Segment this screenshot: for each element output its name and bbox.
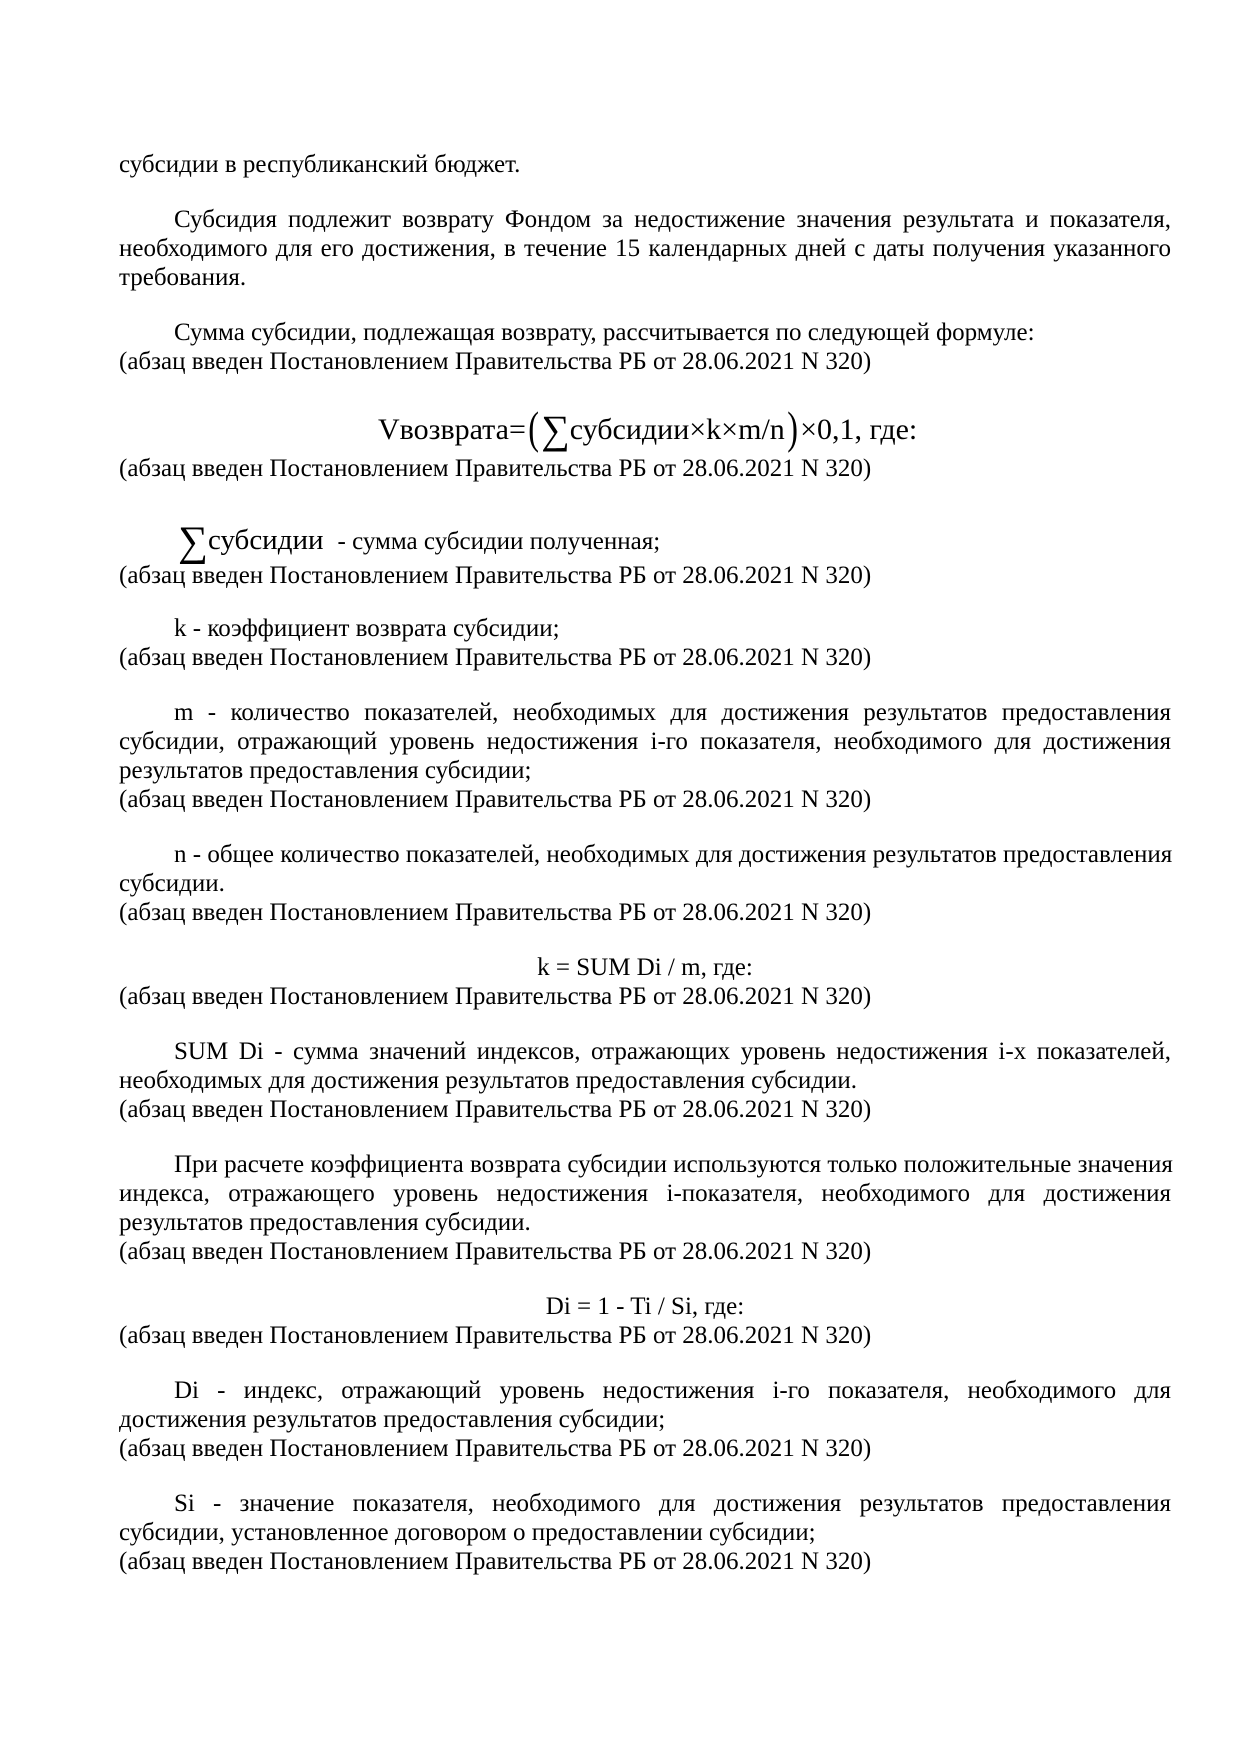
para1-line1: субсидии в республиканский бюджет. — [119, 151, 521, 178]
amendment-note-2: (абзац введен Постановлением Правительства РБ от 28.06.2021 N 320) — [119, 455, 872, 482]
amendment-note-9: (абзац введен Постановлением Правительства РБ от 28.06.2021 N 320) — [119, 1238, 872, 1265]
para-calc-line1: При расчете коэффициента возврата субсидии используются только положительные значения — [174, 1151, 1173, 1178]
def-m-line1: m - количество показателей, необходимых для достижения результатов предоставления — [174, 699, 1171, 726]
para2-line3: требования. — [119, 264, 247, 291]
formula-k: k = SUM Di / m, где: — [537, 954, 753, 981]
para-calc-line3: результатов предоставления субсидии. — [119, 1209, 531, 1236]
amendment-note-5: (абзац введен Постановлением Правительства РБ от 28.06.2021 N 320) — [119, 786, 872, 813]
formula1-close-paren: ) — [787, 402, 798, 453]
amendment-note-7: (абзац введен Постановлением Правительства РБ от 28.06.2021 N 320) — [119, 983, 872, 1010]
def-m-line2: субсидии, отражающий уровень недостижения i-го показателя, необходимого для достижения — [119, 728, 1171, 755]
formula1-rhs: ×0,1, где: — [800, 413, 918, 446]
amendment-note-8: (абзац введен Постановлением Правительства РБ от 28.06.2021 N 320) — [119, 1096, 872, 1123]
amendment-note-11: (абзац введен Постановлением Правительства РБ от 28.06.2021 N 320) — [119, 1435, 872, 1462]
para3-line1: Сумма субсидии, подлежащая возврату, рассчитывается по следующей формуле: — [174, 319, 1035, 346]
def-n-line1: n - общее количество показателей, необходимых для достижения результатов предоставления — [174, 841, 1173, 868]
def-di-line2: достижения результатов предоставления субсидии; — [119, 1406, 666, 1433]
para2-line1: Субсидия подлежит возврату Фондом за недостижение значения результата и показателя, — [174, 206, 1171, 233]
def-m-line3: результатов предоставления субсидии; — [119, 757, 532, 784]
def-sum-subsidy — [178, 518, 661, 565]
def-sumdi-line2: необходимых для достижения результатов предоставления субсидии. — [119, 1067, 858, 1094]
amendment-note-6: (абзац введен Постановлением Правительства РБ от 28.06.2021 N 320) — [119, 899, 872, 926]
para-calc-line2: индекса, отражающего уровень недостижения i-показателя, необходимого для достижения — [119, 1180, 1171, 1207]
amendment-note-3: (абзац введен Постановлением Правительства РБ от 28.06.2021 N 320) — [119, 562, 872, 589]
def-di-line1: Di - индекс, отражающий уровень недостижения i-го показателя, необходимого для — [174, 1377, 1171, 1404]
def-sum-rest: - сумма субсидии полученная; — [337, 528, 661, 555]
amendment-note-10: (абзац введен Постановлением Правительства РБ от 28.06.2021 N 320) — [119, 1322, 872, 1349]
def-sum-word: субсидии — [207, 524, 324, 556]
formula1-sigma: ∑ — [541, 407, 570, 452]
def-n-line2: субсидии. — [119, 870, 225, 897]
def-si-line1: Si - значение показателя, необходимого для достижения результатов предоставления — [174, 1490, 1171, 1517]
def-sumdi-line1: SUM Di - сумма значений индексов, отражающих уровень недостижения i-х показателей, — [174, 1038, 1171, 1065]
def-k-line1: k - коэффициент возврата субсидии; — [174, 615, 560, 642]
formula1-open-paren: ( — [528, 402, 539, 453]
formula1-lhs: Vвозврата= — [378, 413, 526, 446]
amendment-note-12: (абзац введен Постановлением Правительства РБ от 28.06.2021 N 320) — [119, 1548, 872, 1575]
formula1-body: субсидии×k×m/n — [569, 413, 785, 446]
def-si-line2: субсидии, установленное договором о предоставлении субсидии; — [119, 1519, 816, 1546]
formula-di: Di = 1 - Ti / Si, где: — [545, 1293, 745, 1320]
amendment-note-1: (абзац введен Постановлением Правительства РБ от 28.06.2021 N 320) — [119, 348, 872, 375]
para2-line2: необходимого для его достижения, в течение 15 календарных дней с даты получения указанного — [119, 235, 1171, 262]
def-sum-sigma: ∑ — [178, 519, 208, 565]
amendment-note-4: (абзац введен Постановлением Правительства РБ от 28.06.2021 N 320) — [119, 644, 872, 671]
formula-refund-amount — [378, 403, 917, 453]
